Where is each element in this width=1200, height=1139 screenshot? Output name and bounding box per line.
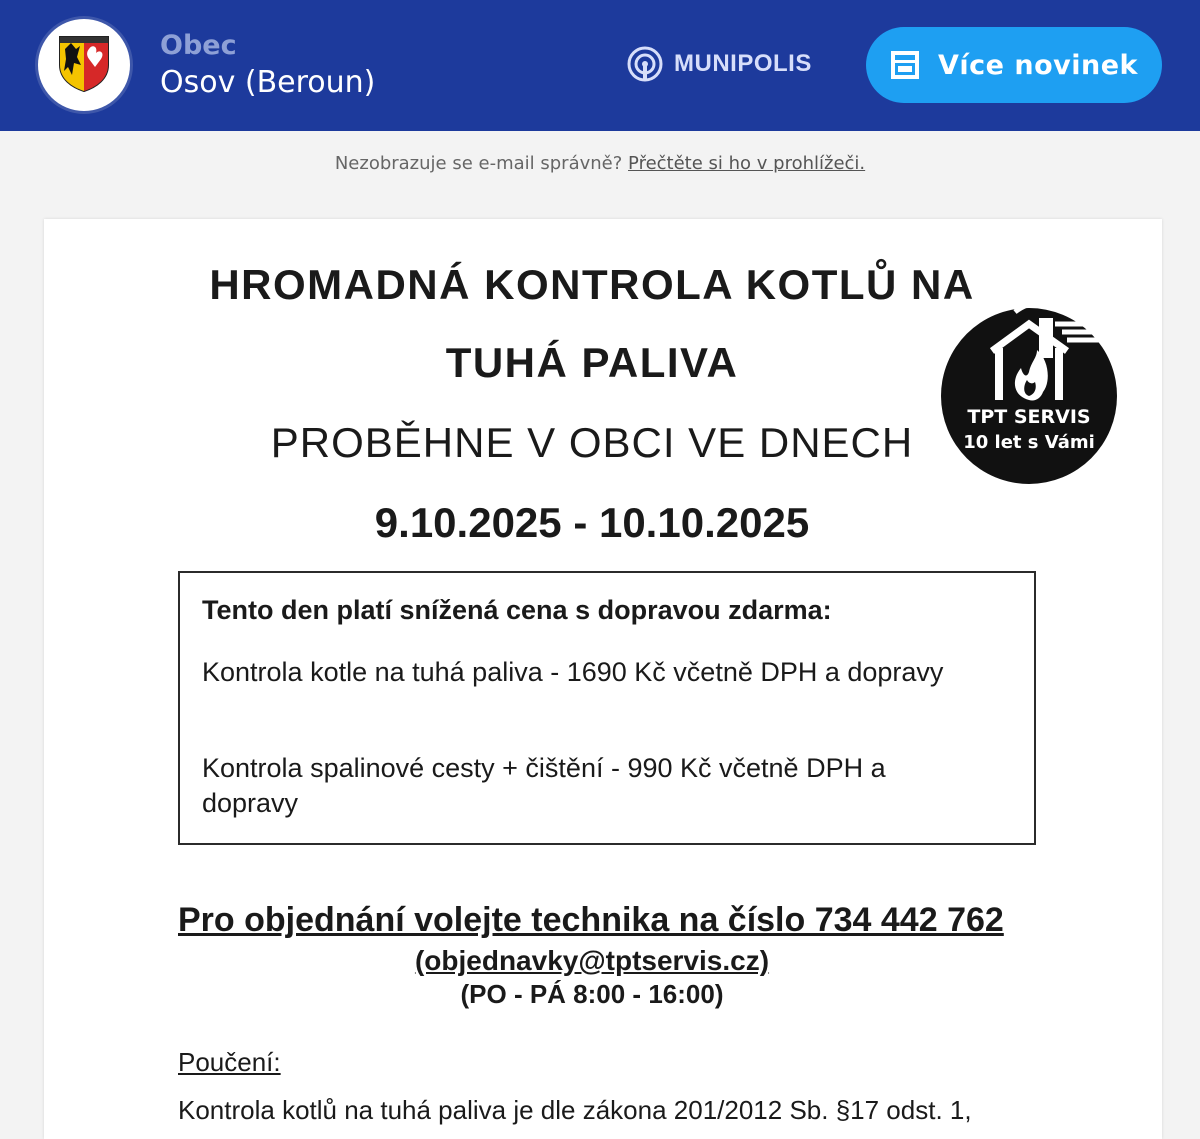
coat-of-arms-icon bbox=[58, 35, 110, 93]
org-type-label: Obec bbox=[160, 30, 237, 61]
municipality-logo[interactable] bbox=[38, 19, 130, 111]
news-card bbox=[44, 219, 1162, 1139]
browser-notice-text: Nezobrazuje se e-mail správně? bbox=[334, 153, 623, 174]
header-bar bbox=[0, 0, 1200, 131]
order-phone-line: Pro objednání volejte technika na číslo 734 442 762 bbox=[178, 901, 1004, 939]
poster-headline-2: TUHÁ PALIVA bbox=[445, 339, 739, 386]
price-item-flue: Kontrola spalinové cesty + čištění - 990 Kč včetně DPH a dopravy bbox=[202, 753, 886, 818]
munipolis-brand[interactable] bbox=[626, 46, 812, 82]
more-news-label: Více novinek bbox=[938, 49, 1138, 81]
more-news-button[interactable] bbox=[866, 27, 1162, 103]
badge-line2: 10 let s Vámi bbox=[963, 432, 1095, 453]
order-email: (objednavky@tptservis.cz) bbox=[414, 945, 770, 976]
badge-line1: TPT SERVIS bbox=[967, 406, 1091, 428]
poster-headline-1: HROMADNÁ KONTROLA KOTLŮ NA bbox=[209, 261, 975, 308]
office-hours: (PO - PÁ 8:00 - 16:00) bbox=[460, 979, 724, 1009]
poster-dates: 9.10.2025 - 10.10.2025 bbox=[374, 499, 810, 546]
law-text: Kontrola kotlů na tuhá paliva je dle zákona 201/2012 Sb. §17 odst. 1, bbox=[178, 1095, 972, 1125]
munipolis-label: MUNIPOLIS bbox=[674, 50, 812, 77]
org-name-label: Osov (Beroun) bbox=[160, 65, 376, 100]
poster-subline: PROBĚHNE V OBCI VE DNECH bbox=[270, 419, 914, 466]
price-box bbox=[178, 571, 1036, 845]
newspaper-icon bbox=[890, 50, 920, 80]
price-box-title: Tento den platí snížená cena s dopravou zdarma: bbox=[202, 595, 832, 625]
broadcast-icon bbox=[626, 45, 664, 83]
poster-image bbox=[44, 219, 1162, 1139]
view-in-browser-notice bbox=[0, 150, 1200, 178]
notice-heading: Poučení: bbox=[178, 1047, 281, 1077]
tpt-servis-badge-icon bbox=[937, 296, 1127, 486]
order-email-line bbox=[74, 945, 1110, 977]
price-item-boiler: Kontrola kotle na tuhá paliva - 1690 Kč včetně DPH a dopravy bbox=[202, 657, 944, 687]
view-in-browser-link[interactable]: Přečtěte si ho v prohlížeči. bbox=[628, 153, 866, 174]
